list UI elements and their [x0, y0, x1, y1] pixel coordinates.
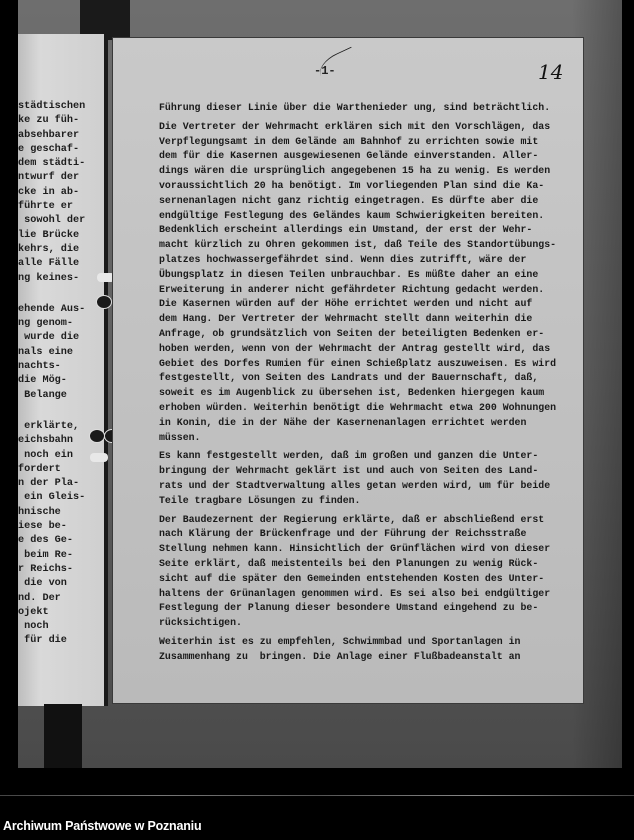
text-line: noch — [18, 621, 49, 633]
paragraph — [159, 449, 579, 508]
text-line: Die Kasernen würden auf der Höhe errichtet werden und nicht auf — [159, 298, 533, 310]
text-line: iese be- — [18, 521, 67, 533]
paragraph — [159, 635, 579, 665]
text-line: führte er — [18, 201, 74, 213]
text-line: lie Brücke — [18, 229, 80, 241]
archive-caption: Archiwum Państwowe w Poznaniu — [3, 819, 202, 833]
text-line: sernenanlagen nicht ganz richtig eingetragen. Es dürfte aber die — [159, 194, 539, 206]
text-line: Festlegung der Planung dieser besondere Umstand eingehend zu be- — [159, 602, 539, 614]
text-line: ojekt — [18, 606, 49, 618]
text-line: fordert — [18, 463, 61, 475]
text-line: Verpflegungsamt in dem Gelände am Bahnhof zu errichten sowie mit — [159, 135, 539, 147]
text-line: sicht auf die später den Gemeinden entstehenden Kosten des Unter- — [159, 572, 545, 584]
left-page-text — [18, 100, 106, 666]
left-text-block — [18, 303, 106, 403]
scan-edge-line — [0, 795, 634, 796]
text-line: Führung dieser Linie über die Warthenieder ung, sind beträchtlich. — [159, 102, 551, 113]
text-line: festgestellt, von Seiten des Landrats und der Bauernschaft, daß, — [159, 372, 539, 384]
text-line: Übungsplatz in diesen Teilen unbrauchbar. Es müßte daher an eine — [159, 268, 539, 280]
text-line: ntwurf der — [18, 172, 80, 184]
text-line: rücksichtigen. — [159, 617, 242, 629]
text-line: für die — [18, 635, 67, 647]
binder-ring-icon — [96, 295, 112, 309]
binder-ring-icon — [89, 429, 105, 443]
text-line: in Konin, die in der Nähe der Kasernenanlagen errichtet werden — [159, 416, 527, 428]
text-line: die von — [18, 578, 67, 590]
text-line: Stellung nehmen kann. Hinsichtlich der Grünflächen wird von dieser — [159, 543, 551, 555]
text-line: ehende Aus- — [18, 303, 86, 315]
text-line: alle Fälle — [18, 258, 80, 270]
text-line: noch ein — [18, 449, 74, 461]
left-page-fragment — [18, 34, 106, 706]
text-line: cke in ab- — [18, 186, 80, 198]
page-marker: -1- — [314, 64, 336, 78]
paragraph — [159, 120, 579, 446]
text-line: r Reichs- — [18, 563, 74, 575]
text-line: hnische — [18, 506, 61, 518]
text-line: Weiterhin ist es zu empfehlen, Schwimmbad und Sportanlagen in — [159, 635, 521, 647]
folio-number: 14 — [538, 60, 564, 84]
text-line: bringung der Wehrmacht geklärt ist und auch von Seiten des Land- — [159, 465, 539, 477]
text-line: nd. Der — [18, 592, 61, 604]
text-line: platzes hochwassergefährdet sind. Wenn dies zutrifft, wäre der — [159, 253, 527, 265]
text-line: müssen. — [159, 431, 201, 443]
binding-gap-bottom — [44, 704, 82, 768]
text-line: Belange — [18, 389, 67, 401]
text-line: beim Re- — [18, 549, 74, 561]
text-line: voraussichtlich 20 ha benötigt. Im vorliegenden Plan sind die Ka- — [159, 179, 545, 191]
text-line: Es kann festgestellt werden, daß im großen und ganzen die Unter- — [159, 450, 539, 462]
text-line: sowohl der — [18, 215, 86, 227]
text-line: kehrs, die — [18, 243, 80, 255]
paragraph — [159, 513, 579, 631]
text-line: Anfrage, ob grundsätzlich von Seiten der beteiligten Bedenken er- — [159, 327, 545, 339]
text-line: ke zu füh- — [18, 115, 80, 127]
text-line: die Mög- — [18, 375, 67, 387]
text-line: ng keines- — [18, 272, 80, 284]
binding-spine — [104, 34, 108, 706]
text-line: n der Pla- — [18, 478, 80, 490]
text-line: Bedenklich erscheint allerdings ein Umstand, der erst der Wehr- — [159, 224, 533, 236]
left-text-block — [18, 100, 106, 286]
text-line: rats und der Stadtverwaltung alles getan werden wird, um für beide — [159, 479, 551, 491]
text-line: Die Vertreter der Wehrmacht erklären sich mit den Vorschlägen, das — [159, 120, 551, 132]
main-page-text — [159, 101, 579, 668]
text-line: absehbarer — [18, 129, 80, 141]
text-line: Erweiterung in anderer nicht gefährdeter Richtung gedacht werden. — [159, 283, 545, 295]
text-line: Zusammenhang zu bringen. Die Anlage einer Flußbadeanstalt an — [159, 650, 521, 662]
text-line: erklärte, — [18, 420, 80, 432]
text-line: macht kürzlich zu Ohren gekommen ist, daß Teile des Standortübungs- — [159, 239, 557, 251]
text-line: nachts- — [18, 361, 61, 373]
text-line: Teile tragbare Lösungen zu finden. — [159, 494, 361, 506]
text-line: endgültige Festlegung des Geländes kaum Schwierigkeiten bereiten. — [159, 209, 545, 221]
text-line: nals eine — [18, 346, 74, 358]
binder-clip-tab — [90, 453, 108, 462]
text-line: e des Ge- — [18, 535, 74, 547]
text-line: nach Klärung der Brückenfrage und der Führung der Reichsstraße — [159, 528, 527, 540]
text-line: dem Hang. Der Vertreter der Wehrmacht stellt dann weiterhin die — [159, 313, 533, 325]
text-line: Der Baudezernent der Regierung erklärte, daß er abschließend erst — [159, 513, 545, 525]
text-line: Seite erklärt, daß meistenteils bei den Planungen zu wenig Rück- — [159, 557, 539, 569]
text-line: haltens der Grünanlagen genommen wird. Es sei also bei endgültiger — [159, 587, 551, 599]
main-page — [112, 37, 584, 704]
text-line: ein Gleis- — [18, 492, 86, 504]
text-line: dem städti- — [18, 158, 86, 170]
text-line: erhoben würden. Weiterhin benötigt die Wehrmacht etwa 200 Wohnungen — [159, 401, 557, 413]
text-line: dem für die Kasernen ausgewiesenen Gelände einverstanden. Aller- — [159, 150, 539, 162]
paragraph — [159, 101, 579, 116]
text-line: ng genom- — [18, 318, 74, 330]
text-line: städtischen — [18, 101, 86, 112]
text-line: dings wären die ursprünglich angegebenen 15 ha zu wenig. Es werden — [159, 165, 551, 177]
text-line: soweit es im Augenblick zu übersehen ist, Bedenken hiergegen kaum — [159, 387, 545, 399]
text-line: wurde die — [18, 332, 80, 344]
text-line: e geschaf- — [18, 143, 80, 155]
text-line: hoben werden, wenn von der Wehrmacht der Antrag gestellt wird, das — [159, 342, 551, 354]
text-line: Gebiet des Dorfes Rumien für einen Schießplatz auszuweisen. Es wird — [159, 357, 557, 369]
text-line: eichsbahn — [18, 435, 74, 447]
